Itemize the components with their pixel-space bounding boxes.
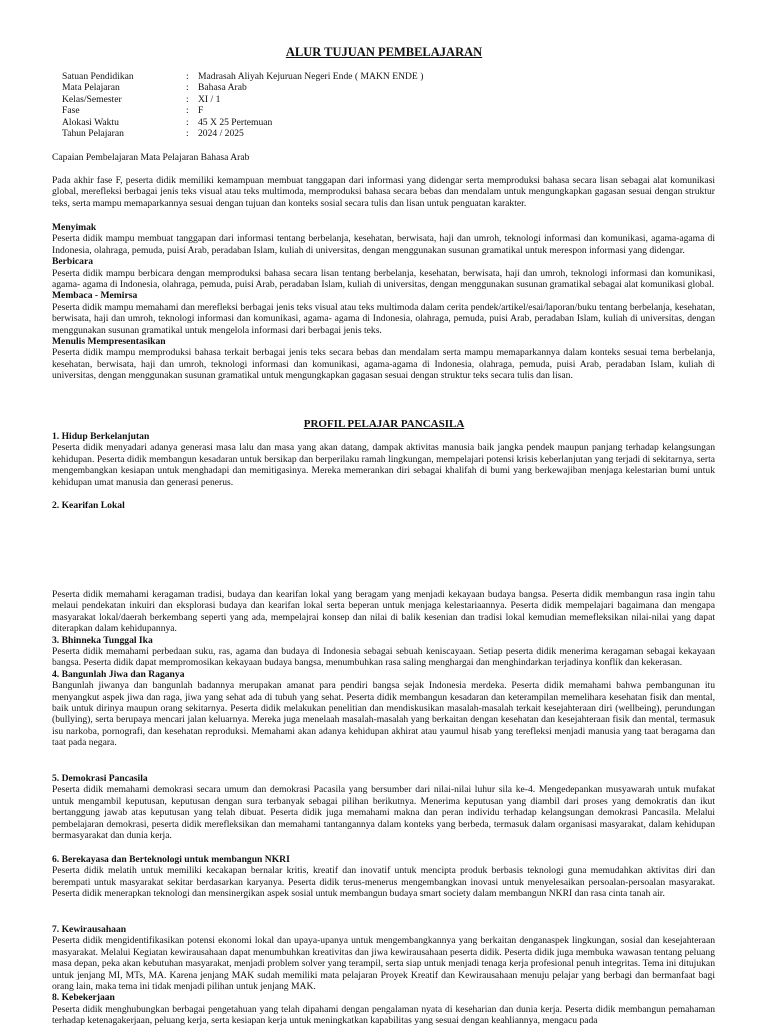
identity-row xyxy=(62,117,423,128)
identity-colon: : xyxy=(186,71,189,82)
identity-row xyxy=(62,94,423,105)
identity-value: 45 X 25 Pertemuan xyxy=(198,116,273,128)
identity-colon: : xyxy=(186,82,189,94)
element-text: Peserta didik mampu berbicara dengan memproduksi bahasa secara lisan tentang berbelanja, kesehatan, berwisata, haji dan umroh, teknologi informasi dan komunikasi, agama- agama di Indonesia, olahraga, pemuda, puisi Arab, peradaban Islam, kuliah di universitas, dengan menggunakan susunan gramatikal sebagai alat komunikasi global. xyxy=(52,267,715,291)
profil-heading: 3. Bhinneka Tunggal Ika xyxy=(52,634,153,646)
profil-heading: 8. Kebekerjaan xyxy=(52,992,115,1004)
profil-text: Peserta didik melatih untuk memiliki kecakapan bernalar kritis, kreatif dan inovatif untuk mencipta produk berbasis teknologi guna memudahkan aktivitas diri dan berempati untuk masyarakat sekitar berdasarkan karyanya. Peserta didik terus-menerus mengembangkan inovasi untuk menyelesaikan persoalan-persoalan masyarakat. Peserta didik menerapkan teknologi dan mensinergikan aspek sosial untuk membangun budaya smart society dalam membangun NKRI dan rasa cinta tanah air. xyxy=(52,865,715,900)
element-text: Peserta didik mampu membuat tanggapan dari informasi tentang berbelanja, kesehatan, berwisata, haji dan umroh, teknologi informasi dan komunikasi, agama-agama di Indonesia, olahraga, pemuda, puisi Arab, peradaban Islam, kuliah di universitas, dengan menggunakan susunan gramatikal untuk merespon informasi yang didengar. xyxy=(52,233,715,256)
profil-2-to-4 xyxy=(52,589,715,749)
profil-2-heading xyxy=(52,500,715,511)
identity-value: Bahasa Arab xyxy=(198,82,247,94)
identity-colon: : xyxy=(186,127,189,139)
identity-colon: : xyxy=(186,105,189,117)
cp-heading: Capaian Pembelajaran Mata Pelajaran Bahasa Arab xyxy=(52,152,250,163)
identity-value: Madrasah Aliyah Kejuruan Negeri Ende ( MAKN ENDE ) xyxy=(198,71,424,82)
profil-heading: 2. Kearifan Lokal xyxy=(52,500,125,511)
profil-heading: 4. Bangunlah Jiwa dan Raganya xyxy=(52,668,185,680)
profil-heading: 7. Kewirausahaan xyxy=(52,924,127,935)
profil-text: Bangunlah jiwanya dan bangunlah badannya merupakan amanat para pendiri bangsa sejak Indonesia merdeka. Peserta didik memahami bahwa pembangunan itu menyangkut aspek jiwa dan raga, jiwa yang sehat ada di tubuh yang sehat. Peserta didik membangun kesadaran dan keterampilan memelihara kesehatan fisik dan mental, baik untuk dirinya maupun orang sekitarnya. Peserta didik melakukan penelitian dan mendiskusikan masalah-masalah terkait kesejahteraan diri (wellbeing), perundungan (bullying), serta berupaya mencari jalan keluarnya. Mereka juga menelaah masalah-masalah yang berkaitan dengan kesehatan dan kesejahteraan fisik dan mental, termasuk isu narkoba, pornografi, dan kesehatan reproduksi. Memahami akan adanya kehidupan akhirat atau yaumul hisab yang terefleksi menjadi manusia yang taat beragama dan taat pada negara. xyxy=(52,680,715,749)
element-heading: Berbicara xyxy=(52,256,94,268)
element-heading: Menyimak xyxy=(52,222,97,233)
profil-5 xyxy=(52,773,715,841)
profil-text: Peserta didik memahami perbedaan suku, ras, agama dan budaya di Indonesia sebagai sebuah keniscayaan. Setiap peserta didik menerima keragaman sebagai kekayaan bangsa. Peserta didik dapat mempromosikan kekayaan budaya bangsa, menumbuhkan rasa saling menghargai dan menghindarkan terjadinya konflik dan kekerasan. xyxy=(52,646,715,669)
cp-intro: Pada akhir fase F, peserta didik memiliki kemampuan membuat tanggapan dari informasi yang didengar serta memproduksi bahasa secara lisan sebagai alat komunikasi global, merefleksi berbagai jenis teks visual atau teks multimoda, memproduksi bahasa secara bebas dan mendalam untuk mengungkapkan gagasan sesuai dengan struktur teks, serta mampu memaparkannya sesuai dengan tujuan dan konteks sosial secara tulis dan lisan untuk penguatan karakter. xyxy=(52,175,715,209)
profil-text: Peserta didik menghubungkan berbagai pengetahuan yang telah dipahami dengan pengalaman nyata di keseharian dan dunia kerja. Peserta didik membangun pemahaman terhadap ketenagakerjaan, peluang kerja, serta kesiapan kerja untuk meningkatkan kapabilitas yang sesuai dengan keahliannya, mengacu pada xyxy=(52,1003,715,1027)
identity-row xyxy=(62,128,423,139)
identity-value: F xyxy=(198,105,204,117)
profil-6 xyxy=(52,854,715,900)
profil-text: Peserta didik mengidentifikasikan potensi ekonomi lokal dan upaya-upanya untuk mengembangkannya yang berkaitan denganaspek lingkungan, sosial dan kesejahteraan masyarakat. Melalui Kegiatan kewirausahaan dapat menumbuhkan kreativitas dan jiwa kewirausahaan peserta didik. Peserta didik juga membuka wawasan tentang peluang masa depan, peka akan kebutuhan masyarakat, menjadi problem solver yang terampil, serta siap untuk menjadi tenaga kerja profesional penuh integritas. Tema ini ditujukan untuk jenjang MI, MTs, MA. Karena jenjang MAK sudah memiliki mata pelajaran Proyek Kreatif dan Kewirausahaan menuju pelajar yang berbagi dan bermanfaat bagi orang lain, maka tema ini tidak menjadi pilihan untuk jenjang MAK. xyxy=(52,935,715,993)
profil-text: Peserta didik menyadari adanya generasi masa lalu dan masa yang akan datang, dampak aktivitas manusia baik jangka pendek maupun panjang terhadap kelangsungan kehidupan. Peserta didik membangun kesadaran untuk bersikap dan berperilaku ramah lingkungan, mempelajari potensi krisis keberlanjutan yang terjadi di sekitarnya, serta mengembangkan kesiapan untuk menghadapi dan memitigasinya. Mereka memerankan diri sebagai khalifah di bumi yang berkewajiban menjaga kelestarian bumi untuk kehidupan umat manusia dan generasi penerus. xyxy=(52,442,715,488)
element-menyimak xyxy=(52,222,715,382)
document-title: ALUR TUJUAN PEMBELAJARAN xyxy=(285,45,483,59)
identity-row xyxy=(62,105,423,116)
profil-heading: 6. Berekayasa dan Berteknologi untuk membangun NKRI xyxy=(52,854,290,865)
identity-label: Alokasi Waktu xyxy=(62,116,119,128)
identity-colon: : xyxy=(186,116,189,128)
identity-label: Mata Pelajaran xyxy=(62,82,120,94)
profil-text: Peserta didik memahami keragaman tradisi, budaya dan kearifan lokal yang beragam yang menjadi kekayaan budaya bangsa. Peserta didik membangun rasa ingin tahu melaui pendekatan inkuiri dan eksplorasi budaya dan kearifan lokal serta beperan untuk menjaga kelestariaannya. Peserta didik mempelajari bagaimana dan mengapa masyarakat lokal/daerah berkembang seperti yang ada, mempelajrai konsep dan nilai di balik kesenian dan tradisi lokal kemudian memefleksikan nilai-nilai yang dapat diterapkan dalam kehidupannya. xyxy=(52,589,715,635)
identity-row xyxy=(62,82,423,93)
profil-heading: 1. Hidup Berkelanjutan xyxy=(52,431,150,442)
profil-heading: 5. Demokrasi Pancasila xyxy=(52,773,148,784)
identity-label: Kelas/Semester xyxy=(62,93,122,105)
identity-colon: : xyxy=(186,93,189,105)
profil-1 xyxy=(52,431,715,488)
element-heading: Menulis Mempresentasikan xyxy=(52,336,166,348)
identity-label: Satuan Pendidikan xyxy=(62,71,134,82)
element-heading: Membaca - Memirsa xyxy=(52,290,138,302)
identity-value: 2024 / 2025 xyxy=(198,127,244,139)
identity-row xyxy=(62,71,423,82)
profil-title: PROFIL PELAJAR PANCASILA xyxy=(303,418,465,430)
element-text: Peserta didik mampu memahami dan merefleksi berbagai jenis teks visual atau teks multimoda dalam cerita pendek/artikel/esai/laporan/buku tentang berbelanja, kesehatan, berwisata, haji dan umroh, teknologi informasi dan komunikasi, agama- agama di Indonesia, olahraga, pemuda, puisi Arab, peradaban Islam, kuliah di universitas, dengan menggunakan susunan gramatikal untuk mengelola informasi dari berbagai jenis teks. xyxy=(52,301,715,336)
identity-label: Fase xyxy=(62,105,80,117)
identity-label: Tahun Pelajaran xyxy=(62,127,124,139)
element-text: Peserta didik mampu memproduksi bahasa terkait berbagai jenis teks secara bebas dan mendalam serta mampu memaparkannya dalam konteks sesuai tema berbelanja, kesehatan, berwisata, haji dan umroh, teknologi informasi dan komunikasi, agama-agama di Indonesia, olahraga, pemuda, puisi Arab, peradaban Islam, kuliah di universitas, dengan menggunakan susunan gramatikal untuk mengungkapkan gagasan sesuai dengan struktur teks secara tulis dan lisan. xyxy=(52,347,715,382)
profil-text: Peserta didik memahami demokrasi secara umum dan demokrasi Pacasila yang bersumber dari nilai-nilai luhur sila ke-4. Mengedepankan musyawarah untuk mufakat untuk mengambil keputusan, keputusan dengan sura terbanyak sebagai pilihan berikutnya. Menerima keputusan yang diambil dari proses yang demokratis dan ikut bertanggung jawab atas keputusan yang telah dibuat. Peserta didik juga memahami makna dan peran individu terhadap kelangsungan demokrasi Pancasila. Melalui pembelajaran demokrasi, peserta didik merefleksikan dan memahami tantangannya dalam konteks yang berbeda, termasuk dalam organisasi masyarakat, dalam kehidupan bermasyarakat dan dunia kerja. xyxy=(52,784,715,842)
identity-value: XI / 1 xyxy=(198,93,221,105)
profil-7-8 xyxy=(52,924,715,1027)
identity-table xyxy=(62,71,423,139)
